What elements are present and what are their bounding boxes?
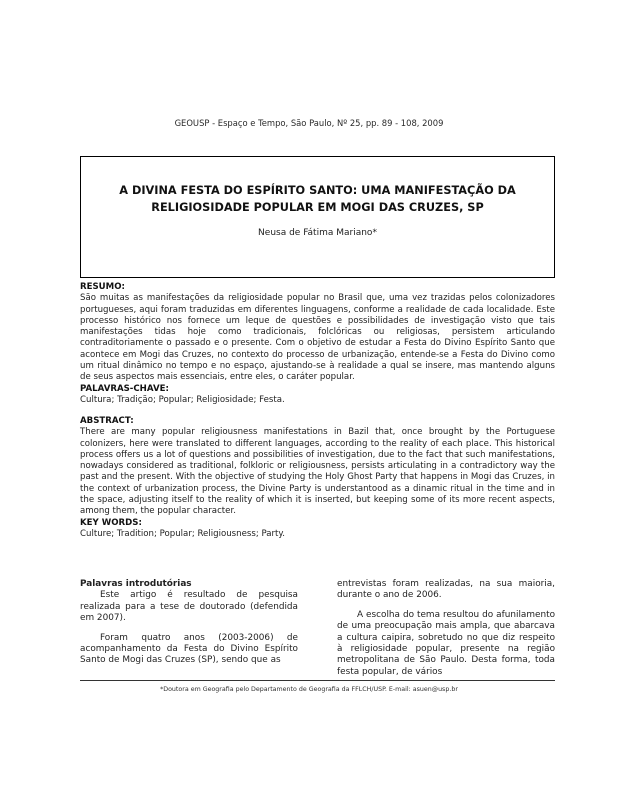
body-paragraph: entrevistas foram realizadas, na sua maioria, durante o ano de 2006. [337, 579, 555, 601]
footnote-divider [80, 680, 555, 681]
resumo-heading: RESUMO: [80, 282, 125, 292]
key-words-heading: KEY WORDS: [80, 517, 142, 528]
title-box [80, 156, 555, 278]
body-column-left [80, 579, 298, 667]
palavras-chave-heading: PALAVRAS-CHAVE: [80, 383, 169, 394]
body-column-right [337, 579, 555, 678]
resumo-section [80, 282, 555, 406]
body-paragraph: Foram quatro anos (2003-2006) de acompanhamento da Festa do Divino Espírito Santo de Mogi das Cruzes (SP), sendo que as [80, 632, 298, 666]
body-paragraph: Este artigo é resultado de pesquisa realizada para a tese de doutorado (defendida em 2007). [80, 590, 298, 624]
palavras-chave-text: Cultura; Tradição; Popular; Religiosidade; Festa. [80, 394, 285, 405]
author-name: Neusa de Fátima Mariano* [258, 228, 377, 238]
body-paragraph: A escolha do tema resultou do afunilamento de uma preocupação mais ampla, que abarcava a cultura caipira, sobretudo no que diz respeito à religiosidade popular, presente na região metropolitana de São Paulo. Desta forma, toda festa popular, de vários [337, 609, 555, 677]
abstract-text: There are many popular religiousness manifestations in Bazil that, once brought by the Portuguese colonizers, here were translated to different languages, according to the reality of each place. This historical process offers us a lot of questions and possibilities of investigation, due to the fact that such manifestations, nowadays considered as traditional, folkloric or religiousness, persists articulating in a contradictory way the past and the present. With the objective of studying the Holy Ghost Party that happens in Mogi das Cruzes, in the context of urbanization process, the Divine Party is understantood as a dinamic ritual in the time and in the space, adjusting itself to the reality of which it is inserted, but keeping some of its more recent aspects, among them, the popular character. [80, 427, 555, 517]
abstract-section [80, 416, 555, 540]
section-heading: Palavras introdutórias [80, 579, 192, 589]
resumo-text: São muitas as manifestações da religiosidade popular no Brasil que, uma vez trazidas pelos colonizadores portugueses, aqui foram traduzidas em diferentes linguagens, conforme a realidade de cada localidade. Este processo histórico nos fornece um leque de questões e possibilidades de investigação visto que tais manifestações tidas hoje como tradicionais, folclóricas ou religiosas, persistem articulando contraditoriamente o passado e o presente. Com o objetivo de estudar a Festa do Divino Espírito Santo que acontece em Mogi das Cruzes, no contexto do processo de urbanização, entende-se a Festa do Divino como um ritual dinâmico no tempo e no espaço, ajustando-se à realidade a qual se insere, mas mantendo alguns de seus aspectos mais essenciais, entre eles, o caráter popular. [80, 293, 555, 383]
journal-header: GEOUSP - Espaço e Tempo, São Paulo, Nº 25, pp. 89 - 108, 2009 [174, 118, 444, 128]
title-line-2: RELIGIOSIDADE POPULAR EM MOGI DAS CRUZES, SP [151, 201, 484, 214]
title-line-1: A DIVINA FESTA DO ESPÍRITO SANTO: UMA MANIFESTAÇÃO DA [119, 184, 516, 197]
abstract-heading: ABSTRACT: [80, 416, 134, 426]
key-words-text: Culture; Tradition; Popular; Religiousness; Party. [80, 528, 286, 539]
footnote: *Doutora em Geografia pelo Departamento de Geografia da FFLCH/USP. E-mail: asuen@usp.br [160, 686, 458, 693]
article-title [91, 182, 544, 216]
